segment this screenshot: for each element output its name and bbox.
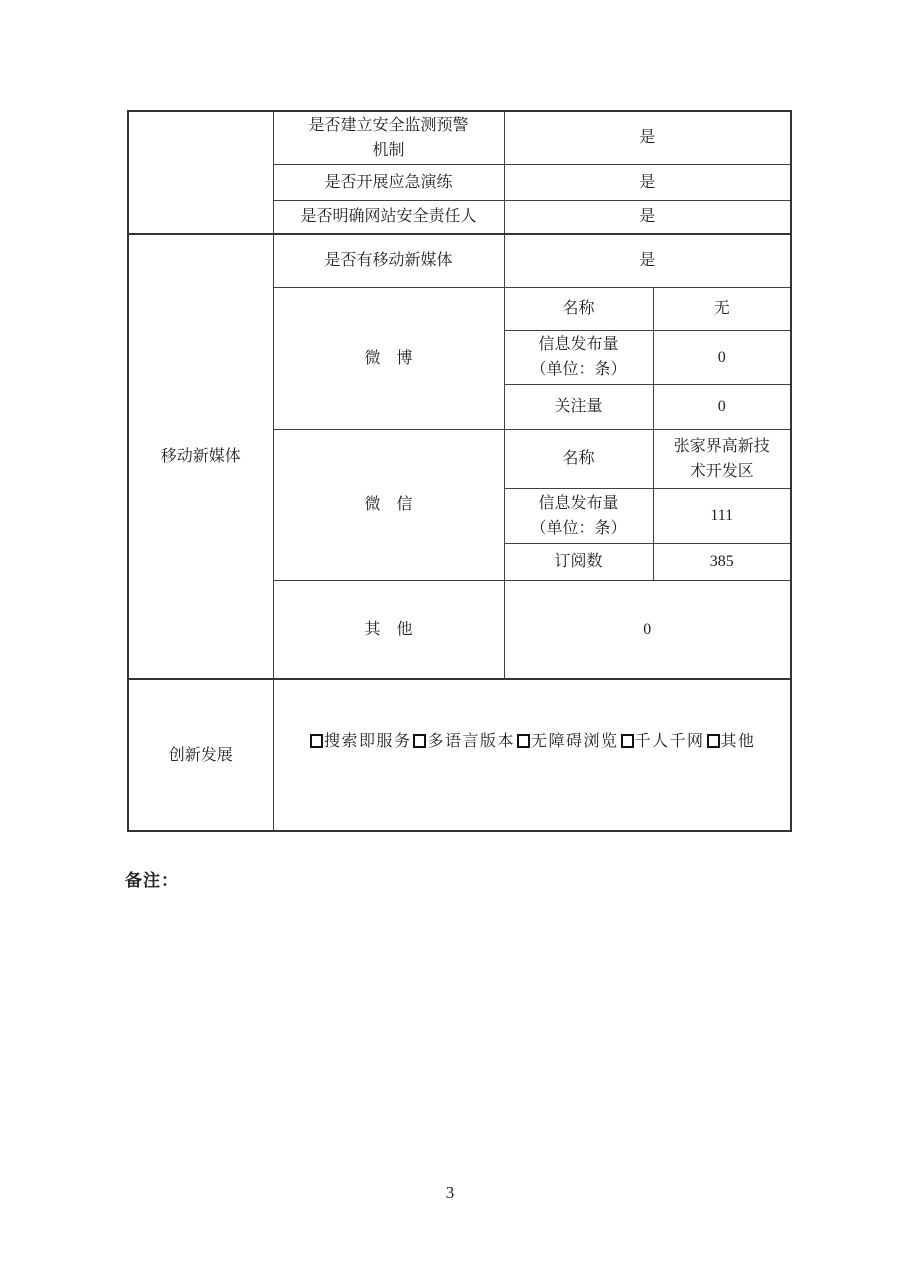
weibo-name-value: 无 bbox=[653, 287, 791, 330]
answer-has-mobile-media: 是 bbox=[504, 234, 791, 287]
section-blank-cell bbox=[128, 111, 273, 234]
checkbox-icon-accessibility bbox=[517, 734, 530, 748]
weibo-followers-label: 关注量 bbox=[504, 384, 653, 429]
checkbox-icon-personalized bbox=[621, 734, 634, 748]
wechat-volume-value: 111 bbox=[653, 488, 791, 543]
question-has-mobile-media: 是否有移动新媒体 bbox=[273, 234, 504, 287]
annual-report-table bbox=[127, 110, 792, 832]
checkbox-icon-multilingual bbox=[413, 734, 426, 748]
question-security-person: 是否明确网站安全责任人 bbox=[273, 200, 504, 234]
wechat-name-value-cell bbox=[653, 429, 791, 488]
weibo-volume-label-line1: 信息发布量 bbox=[538, 336, 619, 353]
weibo-name-label: 名称 bbox=[504, 287, 653, 330]
wechat-name-label: 名称 bbox=[504, 429, 653, 488]
remarks-label: 备注： bbox=[125, 871, 179, 890]
other-media-value: 0 bbox=[504, 580, 791, 679]
weibo-volume-label-cell bbox=[504, 330, 653, 384]
option-multilingual: 多语言版本 bbox=[427, 732, 515, 750]
wechat-volume-label-line2: （单位：条） bbox=[530, 519, 627, 537]
checkbox-icon-other bbox=[707, 734, 720, 748]
innovation-options-line bbox=[274, 729, 791, 754]
wechat-name-value-line1: 张家界高新技 bbox=[673, 437, 770, 455]
weibo-label: 微 博 bbox=[273, 287, 504, 429]
option-other: 其他 bbox=[720, 732, 756, 750]
weibo-volume-label-line2: （单位：条） bbox=[530, 361, 627, 378]
answer-security-monitor: 是 bbox=[504, 111, 791, 164]
wechat-volume-label-cell bbox=[504, 488, 653, 543]
option-search-service: 搜索即服务 bbox=[323, 732, 412, 750]
question-security-monitor-line1: 是否建立安全监测预警 bbox=[308, 116, 469, 134]
weibo-followers-value: 0 bbox=[653, 384, 791, 429]
wechat-subscribers-label: 订阅数 bbox=[504, 543, 653, 580]
option-accessibility: 无障碍浏览 bbox=[531, 732, 619, 750]
wechat-volume-label-line1: 信息发布量 bbox=[538, 494, 619, 512]
innovation-options-cell bbox=[273, 679, 791, 831]
weibo-volume-value: 0 bbox=[653, 330, 791, 384]
section-label-mobile-media: 移动新媒体 bbox=[128, 234, 273, 679]
checkbox-icon-search-service bbox=[310, 734, 323, 748]
answer-emergency-drill: 是 bbox=[504, 164, 791, 200]
question-emergency-drill: 是否开展应急演练 bbox=[273, 164, 504, 200]
question-security-monitor-line2: 机制 bbox=[372, 141, 405, 159]
wechat-name-value-line2: 术开发区 bbox=[689, 462, 754, 480]
question-security-monitor-cell bbox=[273, 111, 504, 164]
section-label-innovation: 创新发展 bbox=[128, 679, 273, 831]
wechat-label: 微 信 bbox=[273, 429, 504, 580]
page-number: 3 bbox=[445, 1183, 455, 1202]
answer-security-person: 是 bbox=[504, 200, 791, 234]
wechat-subscribers-value: 385 bbox=[653, 543, 791, 580]
other-media-label: 其 他 bbox=[273, 580, 504, 679]
option-personalized: 千人千网 bbox=[634, 732, 705, 750]
